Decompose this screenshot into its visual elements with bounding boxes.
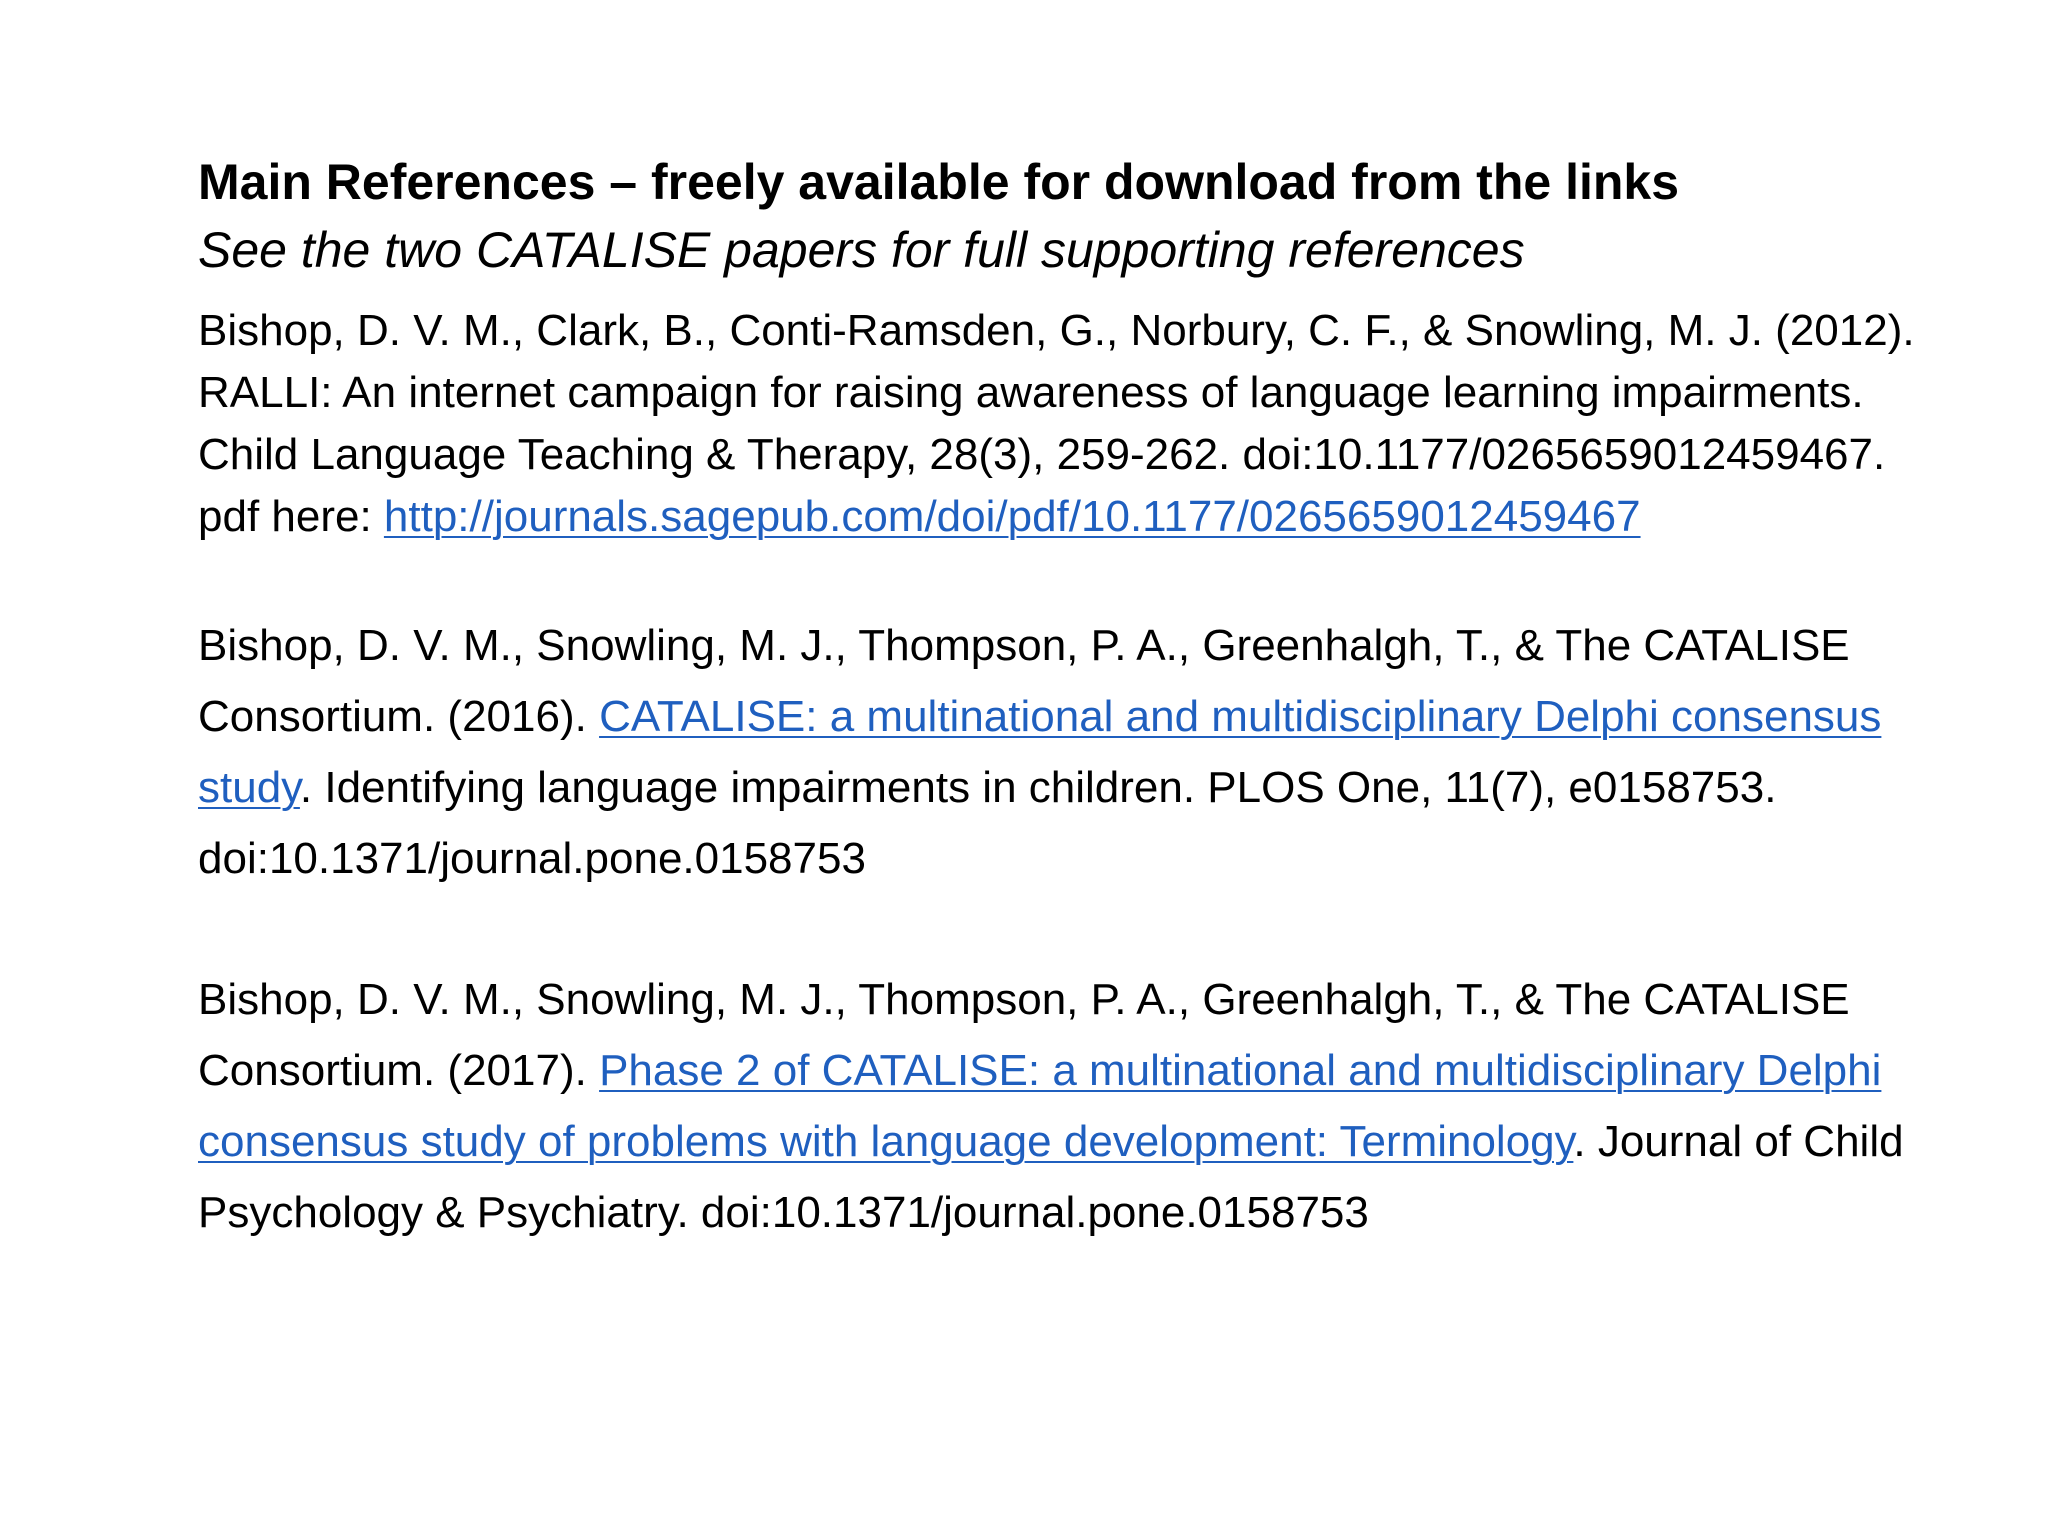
page-title: Main References – freely available for download from the links <box>198 154 1680 210</box>
reference-text-after: . Identifying language impairments in children. PLOS One, 11(7), e0158753. doi:10.1371/journal.pone.0158753 <box>198 763 1777 883</box>
page-subtitle: See the two CATALISE papers for full supporting references <box>198 222 1525 278</box>
reference-text-after: . Journal of Child Psychology & Psychiatry. doi:10.1371/journal.pone.0158753 <box>198 1117 1904 1237</box>
reference-catalise-2016 <box>198 610 1918 894</box>
reference-catalise-2017 <box>198 964 1918 1248</box>
reference-text: Bishop, D. V. M., Clark, B., Conti-Ramsden, G., Norbury, C. F., & Snowling, M. J. (2012). RALLI: An internet campaign for raising awareness of language learning impairments. Child Language Teaching & Therapy, 28(3), 259-262. doi:10.1177/0265659012459467. pdf here: <box>198 306 1915 541</box>
reference-text: Bishop, D. V. M., Snowling, M. J., Thompson, P. A., Greenhalgh, T., & The CATALISE Consortium. (2017). <box>198 975 1850 1095</box>
catalise-2017-link[interactable]: Phase 2 of CATALISE: a multinational and multidisciplinary Delphi consensus study of problems with language development: Terminology <box>198 1046 1882 1166</box>
reference-ralli <box>198 300 1918 548</box>
catalise-2016-link[interactable]: CATALISE: a multinational and multidisciplinary Delphi consensus study <box>198 692 1882 812</box>
ralli-pdf-link[interactable]: http://journals.sagepub.com/doi/pdf/10.1177/0265659012459467 <box>383 492 1641 541</box>
reference-text: Bishop, D. V. M., Snowling, M. J., Thompson, P. A., Greenhalgh, T., & The CATALISE Consortium. (2016). <box>198 621 1850 741</box>
references-content <box>198 148 1918 1248</box>
